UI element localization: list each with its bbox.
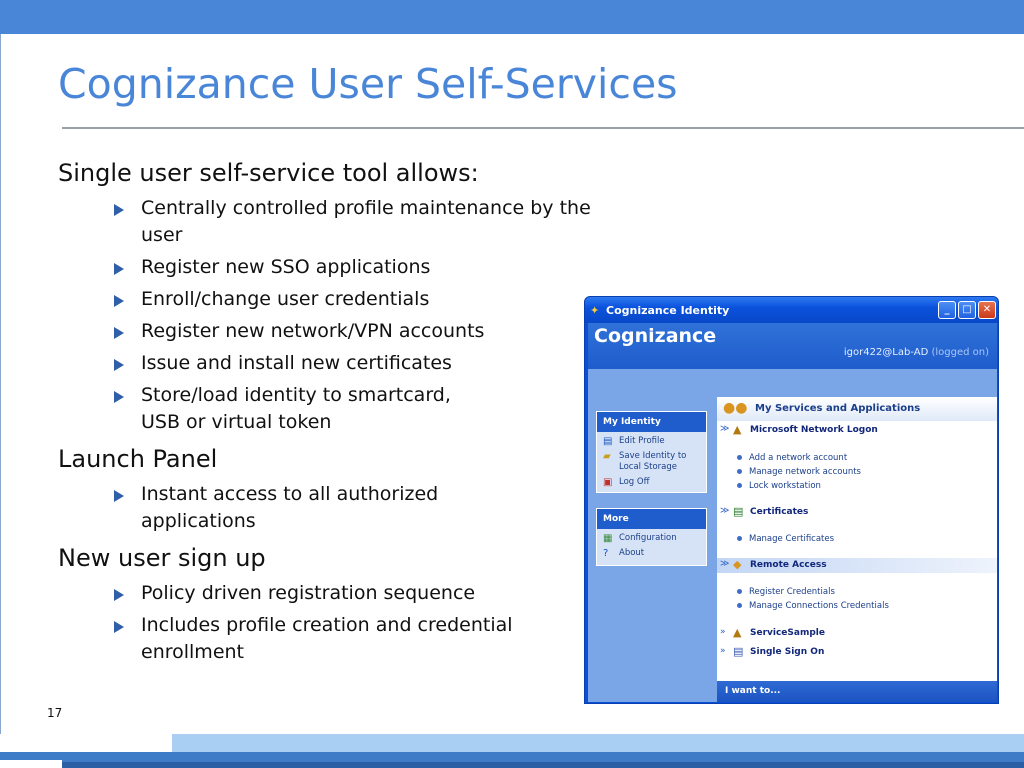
link-manage-network-accounts[interactable]: Manage network accounts bbox=[737, 467, 861, 477]
collapse-chevron-icon[interactable]: ≫ bbox=[720, 559, 730, 569]
bullet-item: Includes profile creation and credential enrollment bbox=[114, 612, 598, 666]
section-remote-access[interactable]: ≫ ◆ Remote Access bbox=[717, 558, 997, 573]
help-icon: ? bbox=[603, 548, 609, 559]
section-heading: New user sign up bbox=[58, 544, 266, 572]
link-manage-certificates[interactable]: Manage Certificates bbox=[737, 534, 834, 544]
bullet-dot bbox=[737, 603, 742, 608]
link-register-credentials[interactable]: Register Credentials bbox=[737, 587, 835, 597]
certificate-icon: ▤ bbox=[733, 505, 744, 518]
logged-on-user: igor422@Lab-AD (logged on) bbox=[843, 347, 989, 358]
log-off-link[interactable]: ▣ Log Off bbox=[603, 477, 650, 488]
bullet-item: Centrally controlled profile maintenance by the user bbox=[114, 195, 598, 249]
bullet-dot bbox=[737, 455, 742, 460]
i-want-to-bar[interactable]: I want to... bbox=[717, 681, 997, 702]
configuration-link[interactable]: ▦ Configuration bbox=[603, 533, 677, 544]
collapse-chevron-icon[interactable]: ≫ bbox=[720, 506, 730, 516]
maximize-button[interactable]: □ bbox=[958, 301, 976, 319]
bullet-arrow-icon bbox=[114, 391, 124, 403]
bullet-arrow-icon bbox=[114, 263, 124, 275]
bullet-arrow-icon bbox=[114, 204, 124, 216]
bullet-dot bbox=[737, 589, 742, 594]
expand-chevron-icon[interactable]: » bbox=[720, 646, 726, 656]
single-sign-on-icon: ▤ bbox=[733, 645, 744, 658]
bullet-item: Store/load identity to smartcard, USB or virtual token bbox=[114, 382, 598, 436]
footer-white-block bbox=[0, 760, 62, 768]
logoff-icon: ▣ bbox=[603, 477, 613, 488]
config-icon: ▦ bbox=[603, 533, 613, 544]
bullet-dot bbox=[737, 469, 742, 474]
more-group bbox=[596, 508, 707, 566]
slide-content bbox=[58, 156, 598, 666]
bullet-arrow-icon bbox=[114, 295, 124, 307]
remote-access-icon: ◆ bbox=[733, 558, 742, 571]
link-manage-connections-credentials[interactable]: Manage Connections Credentials bbox=[737, 601, 889, 611]
window-titlebar[interactable] bbox=[585, 297, 999, 323]
about-link[interactable]: ? About bbox=[603, 548, 645, 559]
bullet-item: Policy driven registration sequence bbox=[114, 580, 598, 607]
more-header[interactable]: More bbox=[597, 509, 706, 529]
services-panel bbox=[717, 397, 997, 702]
close-button[interactable]: ✕ bbox=[978, 301, 996, 319]
title-divider bbox=[62, 127, 1024, 129]
section-heading: Single user self-service tool allows: bbox=[58, 159, 479, 187]
link-add-network-account[interactable]: Add a network account bbox=[737, 453, 847, 463]
section-microsoft-network-logon[interactable]: ≫ ▲ Microsoft Network Logon bbox=[720, 423, 878, 436]
page-number: 17 bbox=[47, 706, 63, 720]
bullet-arrow-icon bbox=[114, 359, 124, 371]
document-icon: ▤ bbox=[603, 436, 613, 447]
bullet-dot bbox=[737, 483, 742, 488]
my-identity-group bbox=[596, 411, 707, 493]
my-identity-header[interactable]: My Identity bbox=[597, 412, 706, 432]
users-icon: ●● bbox=[723, 400, 748, 416]
expand-chevron-icon[interactable]: » bbox=[720, 627, 726, 637]
bullet-arrow-icon bbox=[114, 589, 124, 601]
bullet-item: Issue and install new certificates bbox=[114, 350, 598, 377]
cognizance-identity-window bbox=[584, 296, 999, 704]
footer-light-band bbox=[172, 734, 1024, 752]
footer-dark-band bbox=[62, 762, 1024, 768]
app-banner bbox=[588, 323, 997, 369]
bullet-item: Enroll/change user credentials bbox=[114, 286, 598, 313]
bullet-item: Instant access to all authorized applications bbox=[114, 481, 598, 535]
section1-bullets bbox=[114, 195, 598, 436]
slide-title: Cognizance User Self-Services bbox=[58, 60, 678, 108]
bullet-dot bbox=[737, 536, 742, 541]
section-certificates[interactable]: ≫ ▤ Certificates bbox=[720, 505, 809, 518]
bullet-item: Register new SSO applications bbox=[114, 254, 598, 281]
bullet-arrow-icon bbox=[114, 490, 124, 502]
section-servicesample[interactable]: » ▲ ServiceSample bbox=[720, 626, 825, 639]
collapse-chevron-icon[interactable]: ≫ bbox=[720, 424, 730, 434]
window-body bbox=[588, 323, 997, 702]
folder-icon: ▰ bbox=[603, 451, 611, 462]
section-heading: Launch Panel bbox=[58, 445, 218, 473]
task-sidebar bbox=[588, 369, 715, 702]
save-identity-link[interactable]: ▰ Save Identity to Local Storage bbox=[603, 451, 687, 472]
slide-left-edge bbox=[0, 34, 1, 734]
link-lock-workstation[interactable]: Lock workstation bbox=[737, 481, 821, 491]
window-title: Cognizance Identity bbox=[606, 304, 730, 317]
section-single-sign-on[interactable]: » ▤ Single Sign On bbox=[720, 645, 825, 658]
section2-bullets bbox=[114, 481, 598, 535]
edit-profile-link[interactable]: ▤ Edit Profile bbox=[603, 436, 665, 447]
app-icon: ✦ bbox=[590, 304, 600, 317]
service-icon: ▲ bbox=[733, 626, 742, 639]
banner-title: Cognizance bbox=[594, 325, 717, 347]
top-accent-bar bbox=[0, 0, 1024, 34]
bullet-arrow-icon bbox=[114, 621, 124, 633]
section3-bullets bbox=[114, 580, 598, 666]
bullet-item: Register new network/VPN accounts bbox=[114, 318, 598, 345]
bullet-arrow-icon bbox=[114, 327, 124, 339]
minimize-button[interactable]: _ bbox=[938, 301, 956, 319]
network-logon-icon: ▲ bbox=[733, 423, 742, 436]
services-header: ●● My Services and Applications bbox=[717, 397, 997, 421]
